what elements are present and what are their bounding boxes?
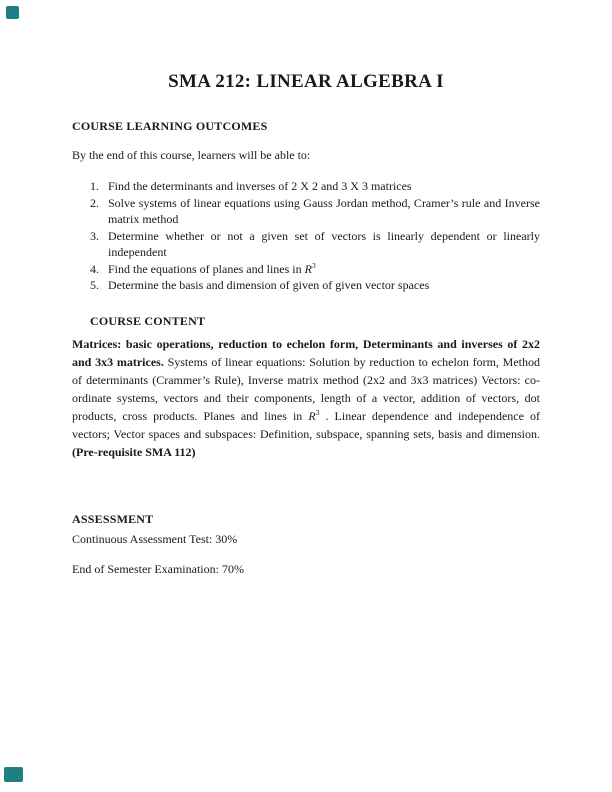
math-superscript: 3 xyxy=(315,408,320,417)
math-symbol-r: R xyxy=(308,409,316,423)
assessment-line-exam: End of Semester Examination: 70% xyxy=(72,562,244,576)
course-content-heading: COURSE CONTENT xyxy=(90,314,206,328)
list-item-text: Determine the basis and dimension of given of given vector spaces xyxy=(108,278,430,292)
assessment-heading: ASSESSMENT xyxy=(72,512,154,526)
page-corner-mark-bottom-left xyxy=(4,767,23,782)
course-content-paragraph xyxy=(72,335,540,461)
list-item xyxy=(90,195,540,228)
list-item-number: 3. xyxy=(90,228,99,243)
page-title: SMA 212: LINEAR ALGEBRA I xyxy=(168,71,444,92)
list-item xyxy=(90,228,540,261)
list-item-text-segment: Find the equations of planes and lines in xyxy=(108,261,305,276)
assessment-line-cat: Continuous Assessment Test: 30% xyxy=(72,532,238,546)
list-item-text: Find the determinants and inverses of 2 X 2 and 3 X 3 matrices xyxy=(108,179,412,193)
paragraph-bold-tail: (Pre-requisite SMA 112) xyxy=(72,445,196,459)
math-superscript: 3 xyxy=(311,260,316,270)
paragraph-body-text: . Linear dependence and independence of vectors; Vector spaces and subspaces: Definition, subspace, spanning sets, basis and dimension. xyxy=(72,409,541,441)
list-item-number: 5. xyxy=(90,278,99,292)
list-item-number: 4. xyxy=(90,261,99,276)
list-item-text: Determine whether or not a given set of vectors is linearly dependent or linearly independent xyxy=(108,228,540,259)
page-corner-mark-top-left xyxy=(6,6,19,19)
learning-outcomes-list xyxy=(90,178,540,294)
list-item-number: 1. xyxy=(90,179,99,193)
list-item xyxy=(90,178,540,195)
paragraph-body-text: Systems of linear equations: Solution by reduction to echelon form, Method of determinants (Crammer’s Rule), Inverse matrix method (2x2 and 3x3 matrices) Vectors: co-ordinate systems, vectors and their components, length of a vector, addition of vectors, dot products, cross products. Planes and lines in xyxy=(72,355,540,423)
paragraph-bold-lead: Matrices: basic operations, reduction to echelon form, Determinants and inverses of 2x2 and 3x3 matrices. xyxy=(72,337,540,369)
math-symbol-r: R xyxy=(304,261,312,276)
learning-outcomes-heading: COURSE LEARNING OUTCOMES xyxy=(72,119,268,133)
list-item-number: 2. xyxy=(90,195,99,210)
list-item-text: Solve systems of linear equations using Gauss Jordan method, Cramer’s rule and Inverse matrix method xyxy=(108,195,540,226)
learning-outcomes-intro: By the end of this course, learners will be able to: xyxy=(72,148,311,162)
list-item-text xyxy=(108,261,540,278)
list-item xyxy=(90,277,540,294)
list-item xyxy=(90,261,540,278)
